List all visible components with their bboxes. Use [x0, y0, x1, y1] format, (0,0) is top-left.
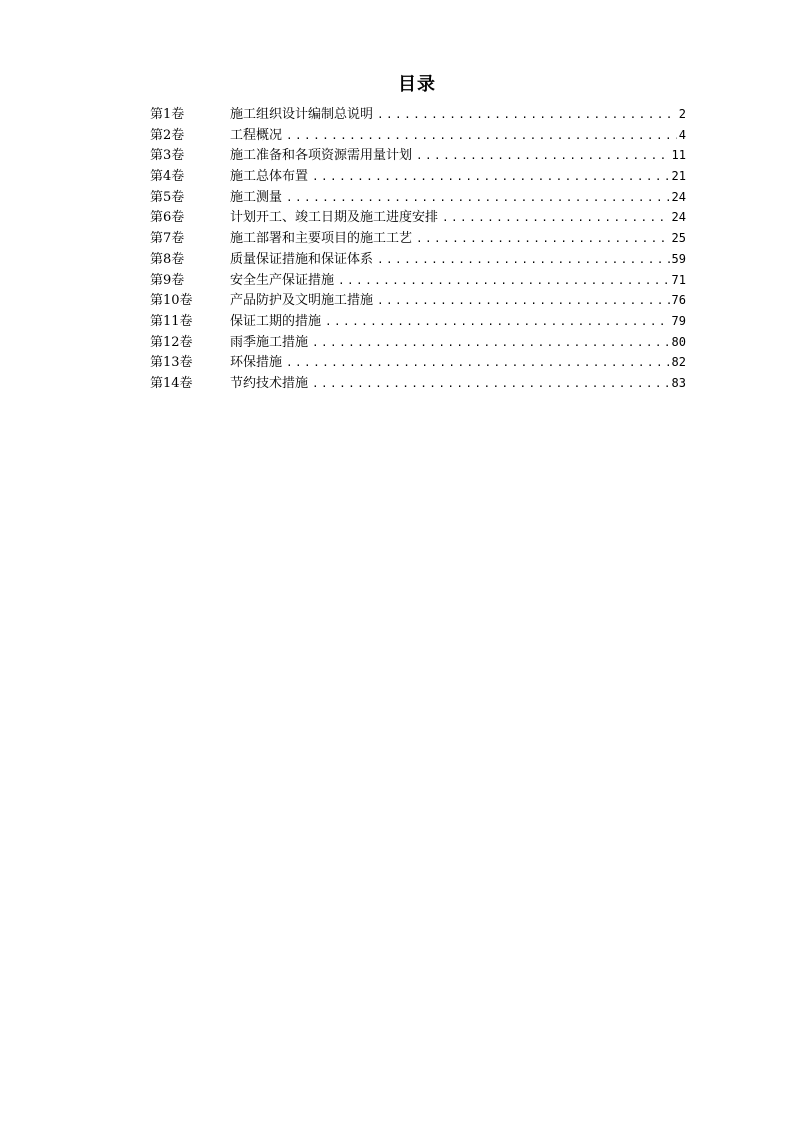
toc-entry[interactable] [150, 166, 686, 187]
toc-title: 目录 [398, 74, 436, 95]
toc-entry[interactable] [150, 207, 686, 228]
toc-volume-label: 第11卷 [150, 313, 193, 329]
toc-page-number: 21 [671, 169, 686, 184]
toc-dot-leader [377, 105, 677, 125]
toc-volume-label: 第10卷 [150, 293, 193, 309]
toc-heading: 施工测量 [230, 189, 283, 205]
toc-dot-leader [377, 250, 670, 270]
toc-dot-leader [325, 312, 670, 332]
toc-volume-label: 第2卷 [150, 127, 185, 143]
toc-volume-label: 第5卷 [150, 189, 185, 205]
toc-page-number: 59 [671, 251, 686, 266]
toc-volume-label: 第8卷 [150, 251, 185, 267]
toc-dot-leader [312, 167, 670, 187]
toc-page-number: 79 [671, 313, 686, 328]
table-of-contents [150, 104, 686, 394]
toc-dot-leader [312, 374, 670, 394]
toc-page-number: 24 [671, 189, 686, 204]
toc-volume-label: 第3卷 [150, 148, 185, 164]
toc-dot-leader [377, 291, 670, 311]
toc-page-number: 4 [678, 127, 686, 142]
toc-volume-label: 第9卷 [150, 272, 185, 288]
toc-dot-leader [442, 208, 670, 228]
toc-volume-label: 第6卷 [150, 210, 185, 226]
toc-volume-label: 第1卷 [150, 107, 185, 122]
toc-page-number: 2 [678, 107, 686, 121]
toc-entry[interactable] [150, 373, 686, 394]
toc-heading: 保证工期的措施 [230, 313, 322, 329]
toc-volume-label: 第14卷 [150, 375, 193, 391]
toc-entry[interactable] [150, 290, 686, 311]
toc-page-number: 24 [671, 210, 686, 225]
toc-volume-label: 第12卷 [150, 334, 193, 350]
toc-heading: 产品防护及文明施工措施 [230, 293, 374, 309]
toc-entry[interactable] [150, 332, 686, 353]
toc-heading: 工程概况 [230, 127, 283, 143]
toc-volume-label: 第13卷 [150, 355, 193, 371]
toc-dot-leader [416, 229, 670, 249]
toc-heading: 施工部署和主要项目的施工工艺 [230, 231, 413, 247]
toc-entry[interactable] [150, 352, 686, 373]
toc-entry[interactable] [150, 145, 686, 166]
toc-dot-leader [338, 271, 670, 291]
toc-heading: 施工组织设计编制总说明 [230, 107, 374, 122]
toc-entry[interactable] [150, 249, 686, 270]
toc-heading: 质量保证措施和保证体系 [230, 251, 374, 267]
toc-entry[interactable] [150, 187, 686, 208]
toc-entry[interactable] [150, 270, 686, 291]
toc-entry[interactable] [150, 311, 686, 332]
toc-page-number: 80 [671, 334, 686, 349]
toc-heading: 计划开工、竣工日期及施工进度安排 [230, 210, 439, 226]
toc-page-number: 82 [671, 355, 686, 370]
toc-page-number: 83 [671, 375, 686, 390]
toc-entry[interactable] [150, 104, 686, 125]
toc-page-number: 71 [671, 272, 686, 287]
toc-dot-leader [286, 126, 677, 146]
toc-page-number: 25 [671, 231, 686, 246]
toc-entry[interactable] [150, 228, 686, 249]
toc-volume-label: 第4卷 [150, 169, 185, 185]
toc-page-number: 11 [671, 148, 686, 163]
toc-heading: 环保措施 [230, 355, 283, 371]
toc-heading: 施工总体布置 [230, 169, 309, 185]
toc-heading: 施工准备和各项资源需用量计划 [230, 148, 413, 164]
toc-dot-leader [286, 188, 670, 208]
toc-page-number: 76 [671, 293, 686, 308]
toc-heading: 雨季施工措施 [230, 334, 309, 350]
toc-heading: 节约技术措施 [230, 375, 309, 391]
toc-entry[interactable] [150, 125, 686, 146]
toc-dot-leader [312, 333, 670, 353]
toc-dot-leader [416, 146, 670, 166]
toc-dot-leader [286, 353, 670, 373]
toc-volume-label: 第7卷 [150, 231, 185, 247]
toc-heading: 安全生产保证措施 [230, 272, 335, 288]
